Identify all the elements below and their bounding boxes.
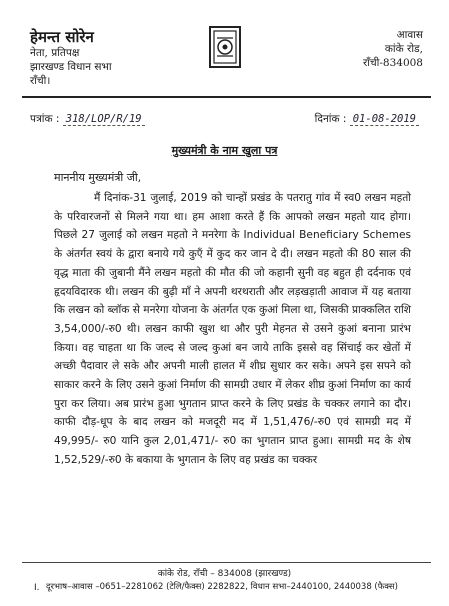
reference-date: [315, 112, 419, 126]
letterhead-right: [303, 28, 423, 70]
reference-value: 318/LOP/R/19: [63, 113, 145, 126]
footer-page-mark: I.: [34, 583, 40, 593]
header-divider: [22, 96, 431, 98]
letter-salutation: माननीय मुख्यमंत्री जी,: [54, 171, 142, 184]
sender-city: राँची।: [30, 75, 51, 87]
footer-address: कांके रोड, राँची – 834008 (झारखण्ड): [157, 569, 292, 579]
date-value: 01-08-2019: [350, 113, 419, 126]
sender-org: झारखण्ड विधान सभा: [30, 61, 112, 73]
letter-body: मैं दिनांक-31 जुलाई, 2019 को चान्हों प्रखंड के पतरातु गांव में स्व0 लखन महतो के परिवारजनों से मिलने गया था। हम आशा करते हैं कि आपको लखन महतो याद होगा। पिछले 27 जुलाई को लखन महतो ने मनरेगा के Individual Beneficiary Schemes के अंतर्गत स्वयं के द्वारा बनाये गये कुएँ में कुद कर जान दे दी। लखन महतो की 80 साल की वृद्ध माता की जुबानी मैंने लखन महतो की मौत की जो कहानी सुनी वह बहुत ही दर्दनाक एवं हृदयविदारक थी। लखन की बुढ़ी माँ ने अपनी थरथराती और लड़खड़ाती आवाज में यह बताया कि लखन को ब्लॉक से मनरेगा योजना के अंतर्गत एक कुआं मिला था, जिसकी प्राक्कलित राशि 3,54,000/-रु0 थी। लखन काफी खुश था और पुरी मेहनत से उसने कुआं बनाना प्रारंभ किया। वह चाहता था कि जल्द से जल्द कुआं बन जाये ताकि इससे वह सिंचाई कर खेतों में अच्छी पैदावार ले सके और अपनी माली हालत में शीघ्र सुधार कर सके। अपने इस सपने को साकार करने के लिए उसने कुआं निर्माण की सामग्री उधार में लेकर शीघ्र कुआं निर्माण का कार्य पुरा कर लिया। अब प्रारंभ हुआ भुगतान प्राप्त करने के लिए प्रखंड के चक्कर लगाने का दौर। काफी दौड़-धूप के बाद लखन को मजदूरी मद में 1,51,476/-रु0 एवं सामग्री मद में 49,995/- रु0 यानि कुल 2,01,471/- रु0 का भुगतान प्राप्त हुआ। सामग्री मद के शेष 1,52,529/-रु0 के बकाया के भुगतान के लिए वह प्रखंड का चक्कर: [54, 192, 411, 466]
letterhead-left: [30, 28, 200, 88]
footer-divider: [22, 562, 431, 563]
reference-label: पत्रांक :: [30, 113, 60, 125]
residence-pincode: राँची-834008: [362, 57, 423, 69]
letter-subject: मुख्यमंत्री के नाम खुला पत्र: [171, 144, 278, 157]
date-label: दिनांक :: [314, 113, 347, 125]
residence-road: कांके रोड,: [384, 43, 423, 55]
emblem-icon: [204, 24, 246, 70]
residence-label: आवास: [396, 29, 423, 41]
sender-title: नेता, प्रतिपक्ष: [30, 47, 80, 59]
sender-name: हेमन्त सोरेन: [30, 28, 94, 46]
reference-number: [30, 112, 145, 126]
footer-phones: दूरभाष–आवास –0651–2281062 (टेलि/फैक्स) 2282822, विधान सभा–2440100, 2440038 (फैक्स): [46, 582, 398, 592]
